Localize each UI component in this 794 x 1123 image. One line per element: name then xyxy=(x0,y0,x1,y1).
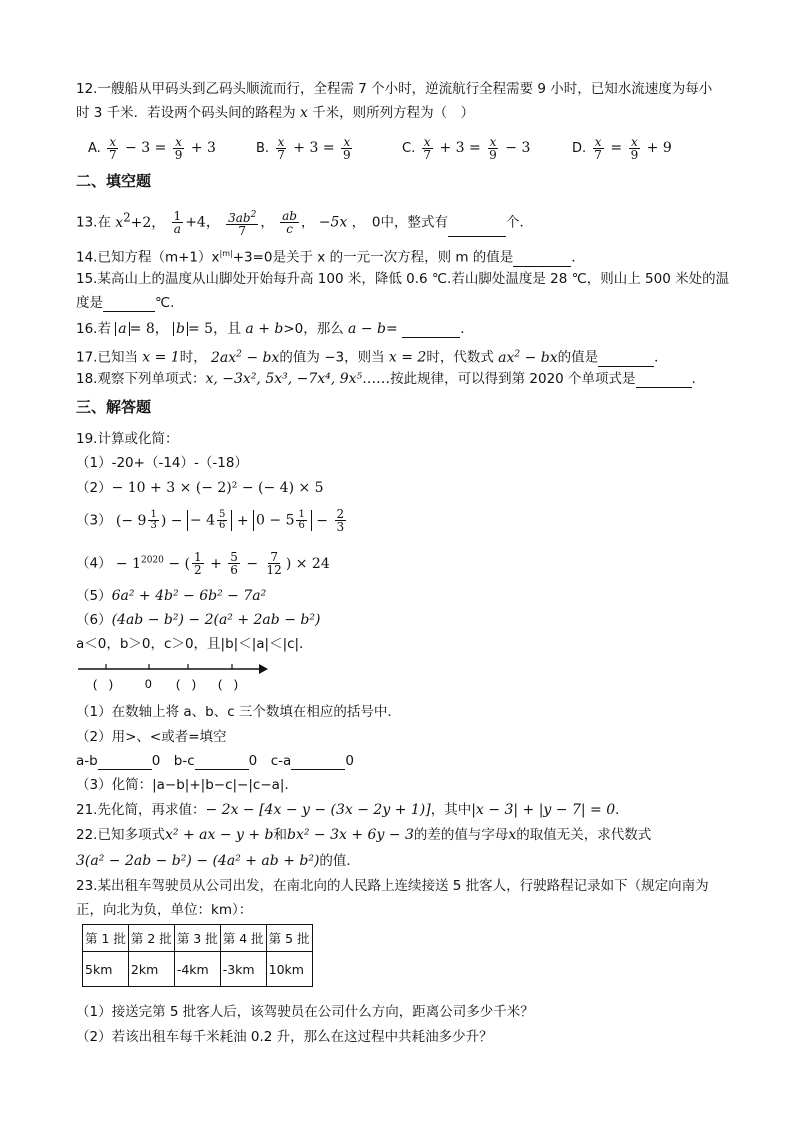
q16-end: ． xyxy=(460,321,474,337)
fraction xyxy=(173,136,185,161)
q14-line xyxy=(76,245,585,267)
expr-rest: − bx xyxy=(241,349,280,366)
frac-num: 1 xyxy=(173,209,182,224)
compare-zero: 0 xyxy=(345,753,354,769)
table-header-row xyxy=(83,925,313,952)
q20-sub2: （2）用>、<或者=填空 xyxy=(76,729,227,745)
table-cell: -3km xyxy=(220,952,266,987)
q22-tail: 的差的值与字母 xyxy=(413,827,509,843)
frac-den: 9 xyxy=(174,148,183,162)
section-heading-fill-blank: 二、填空题 xyxy=(76,172,152,190)
q12-option-b xyxy=(256,136,355,161)
q19-expr-4: − $1^{2020}$ − ( $\frac{1}{2}$ + $\frac{5}{6}$ − $\frac{7}{12}$ ) × 24 xyxy=(115,550,330,578)
option-mid: − 3 = xyxy=(120,140,171,156)
frac-num: x xyxy=(631,135,638,149)
q19-item-4 xyxy=(76,551,330,576)
frac-num: x xyxy=(489,135,497,149)
table-cell: 5km xyxy=(83,952,129,987)
table-cell: 2km xyxy=(128,952,174,987)
abs-b: b xyxy=(173,322,188,336)
q16-pre: 16.若 xyxy=(76,321,111,337)
q15-line2 xyxy=(76,294,174,312)
frac-num xyxy=(226,209,258,225)
q22-line2 xyxy=(76,852,360,870)
q19-expr-5: 6a² + 4b² − 6b² − 7a² xyxy=(111,588,267,604)
blank-paren-c[interactable]: ( ) xyxy=(218,677,238,691)
q19-item-2 xyxy=(76,479,324,497)
q21-end: ． xyxy=(615,802,629,818)
q19-expr-6: (4ab − b²) − 2(a² + 2ab − b²) xyxy=(111,612,321,628)
blank-paren-b[interactable]: ( ) xyxy=(176,677,196,691)
answer-blank[interactable] xyxy=(513,266,571,267)
q23-line2: 正，向北为负，单位：km）： xyxy=(76,902,253,918)
q18-sequence: x, −3x², 5x³, −7x⁴, 9x⁵…… xyxy=(205,371,391,387)
q14-text-b: +3=0是关于 x 的一元一次方程，则 m 的值是 xyxy=(232,249,514,266)
q14-end: ． xyxy=(571,249,585,266)
q22-poly1: x² + ax − y + b xyxy=(164,827,274,843)
section-heading-solve: 三、解答题 xyxy=(76,398,152,416)
expr-base: ax xyxy=(498,349,515,366)
frac-den: c xyxy=(286,222,293,237)
q13-prefix: 13.在 xyxy=(76,214,111,231)
q14-exponent: |m| xyxy=(219,249,233,258)
arrow-right-icon xyxy=(259,664,268,674)
item-label: （3） xyxy=(76,512,112,529)
q20-sub3: （3）化简：|a−b|+|b−c|−|c−a|． xyxy=(76,777,298,793)
option-mid: + 3 = xyxy=(435,140,486,156)
frac-den: 7 xyxy=(277,148,285,162)
frac-den: a xyxy=(173,222,181,237)
q17-expr2 xyxy=(498,350,557,366)
frac-num: x xyxy=(277,135,285,149)
answer-blank[interactable] xyxy=(291,769,345,770)
zero-label: 0 xyxy=(145,677,152,691)
q16-eq1: = 8， xyxy=(129,321,169,337)
q22-end: 的值． xyxy=(319,853,360,869)
answer-blank[interactable] xyxy=(103,311,155,312)
q20-condition: a＜0，b＞0，c＞0，且|b|＜|a|＜|c|． xyxy=(76,636,313,652)
q18-pre: 18.观察下列单项式： xyxy=(76,371,206,387)
frac-den: 7 xyxy=(594,148,602,162)
expr-exp: 2020 xyxy=(140,555,164,565)
q23-sub1: （1）接送完第 5 批客人后，该驾驶员在公司什么方向，距离公司多少千米？ xyxy=(76,1004,534,1020)
abs-a: a xyxy=(115,322,129,336)
q16-ask: a − b xyxy=(348,321,386,337)
option-tail: − 3 xyxy=(500,140,531,156)
q15-text-b: ℃. xyxy=(155,295,175,311)
exp: 2 xyxy=(123,210,131,224)
fraction xyxy=(275,136,287,161)
q13-term5: −5x xyxy=(318,214,348,231)
q13-suffix-b: 个． xyxy=(505,214,533,231)
trip-table xyxy=(82,924,313,987)
option-mid: = xyxy=(605,140,627,156)
q13-term3 xyxy=(226,209,258,237)
q19-item-1: （1）-20+（-14）-（-18） xyxy=(76,455,248,471)
answer-blank[interactable] xyxy=(636,387,692,388)
q21-pre: 21.先化简，再求值： xyxy=(76,802,206,818)
num-exp: 2 xyxy=(250,209,257,220)
q16-cond2: >0，那么 xyxy=(283,321,344,337)
answer-blank[interactable] xyxy=(195,769,249,770)
q18-line xyxy=(76,370,705,388)
q22-tail2: 的取值无关，求代数式 xyxy=(516,827,652,843)
q21-mid: ，其中 xyxy=(430,802,472,818)
table-header-cell: 第 3 批 xyxy=(174,925,220,952)
q16-line xyxy=(76,320,474,338)
q15-line1: 15.某高山上的温度从山脚处开始每升高 100 米，降低 0.6 ℃.若山脚处温度是 28 ℃，则山上 500 米处的温 xyxy=(76,271,730,287)
frac-num: x xyxy=(175,135,182,149)
blank-paren-a[interactable]: ( ) xyxy=(93,677,113,691)
q19-item-6 xyxy=(76,611,320,629)
q16-ask2: = xyxy=(386,321,403,337)
q19-title: 19.计算或化简： xyxy=(76,431,179,447)
q12-line1: 12.一艘船从甲码头到乙码头顺流而行，全程需 7 个小时，逆流航行全程需要 9 小时，已知水流速度为每小 xyxy=(76,81,713,97)
q22-pre: 22.已知多项式 xyxy=(76,827,165,843)
frac-num: ab xyxy=(282,209,297,224)
q12-option-c xyxy=(402,136,530,161)
frac-den: 7 xyxy=(238,223,247,238)
compare-a-b: a-b xyxy=(76,753,98,769)
frac-num: x xyxy=(109,135,117,149)
q17-line xyxy=(76,345,668,367)
q21-cond: |x − 3| + |y − 7| = 0 xyxy=(471,802,616,818)
q12-line2-text-b: 千米，则所列方程为（ ） xyxy=(312,105,475,121)
option-mid: + 3 = xyxy=(288,140,340,156)
item-label: （2） xyxy=(76,480,112,496)
frac-den: 7 xyxy=(423,148,431,162)
frac-den: 7 xyxy=(108,148,117,162)
var: x xyxy=(115,214,124,231)
q17-mid2: 的值为 −3，则当 xyxy=(279,349,385,366)
fraction xyxy=(629,136,641,161)
option-label: C. xyxy=(402,141,416,156)
option-tail: + 9 xyxy=(642,140,672,156)
q22-line1 xyxy=(76,826,651,844)
option-label: D. xyxy=(572,141,587,156)
q20-compare-line xyxy=(76,752,354,770)
item-label: （5） xyxy=(76,588,112,604)
q21-line xyxy=(76,801,629,819)
item-label: （6） xyxy=(76,612,112,628)
number-line xyxy=(76,658,276,694)
q12-var: x xyxy=(299,105,308,121)
q17-expr1 xyxy=(211,350,279,366)
q21-expr: − 2x − [4x − y − (3x − 2y + 1)] xyxy=(205,802,431,818)
q13-term2 xyxy=(172,210,184,235)
table-header-cell: 第 4 批 xyxy=(220,925,266,952)
q22-var: x xyxy=(508,827,517,843)
q14-text-a: 14.已知方程（m+1）x xyxy=(76,249,220,266)
q17-pre: 17.已知当 xyxy=(76,349,138,366)
fraction xyxy=(487,136,499,161)
table-cell: -4km xyxy=(174,952,220,987)
frac-num: x xyxy=(423,135,431,149)
frac-num: x xyxy=(343,135,351,149)
frac-den: 9 xyxy=(630,148,639,162)
frac-den: 9 xyxy=(489,148,497,162)
q12-line2-text-a: 时 3 千米．若设两个码头间的路程为 xyxy=(76,105,296,121)
frac-den: 9 xyxy=(343,148,351,162)
item-label: （4） xyxy=(76,555,112,572)
q17-cond2: x = 2 xyxy=(388,349,427,366)
q13-term2-tail: +4， xyxy=(185,214,220,231)
answer-blank[interactable] xyxy=(402,337,460,338)
answer-blank[interactable] xyxy=(598,366,654,367)
q17-end: ． xyxy=(654,349,668,366)
expr-base: 2ax xyxy=(211,349,237,366)
fraction xyxy=(421,136,433,161)
expr-rest: − bx xyxy=(520,349,558,366)
rest: +2， xyxy=(130,214,166,231)
table-cell: 10km xyxy=(266,952,312,987)
option-label: A. xyxy=(88,141,101,156)
answer-blank[interactable] xyxy=(98,769,152,770)
q15-text-a: 度是 xyxy=(76,295,103,311)
num-base: 3ab xyxy=(228,210,251,225)
expr-part: − 1 xyxy=(115,555,141,572)
q19-expr-3: (− 9 $\frac{1}{3}$ ) − − 4 $\frac{5}{6}$ + 0 − 5 $\frac{1}{6}$ − $\frac{2}{3}$ xyxy=(115,507,345,534)
q12-line2 xyxy=(76,104,474,122)
q18-end: ． xyxy=(691,371,706,387)
table-row xyxy=(83,952,313,987)
q18-mid: 按此规律，可以得到第 2020 个单项式是 xyxy=(390,371,636,387)
q13-line: 13.在 $x^2+2$， $\frac{1}{a}$ +4， $\frac{3ab^2}{7}$ ， $\frac{ab}{c}$ ， −5x ， 0中，整式有 个． xyxy=(76,209,533,238)
expr-exp: 2 xyxy=(236,349,242,359)
q20-sub1: （1）在数轴上将 a、b、c 三个数填在相应的括号中． xyxy=(76,704,401,720)
q19-item-5 xyxy=(76,587,266,605)
q19-expr-2: − 10 + 3 × (− 2)² − (− 4) × 5 xyxy=(111,480,324,496)
table-header-cell: 第 1 批 xyxy=(83,925,129,952)
expr-part: − ( xyxy=(163,555,190,572)
q13-term1 xyxy=(115,210,166,231)
compare-b-c: 0 b-c xyxy=(151,753,195,769)
fraction xyxy=(592,136,604,161)
q13-suffix-a: ， 0中，整式有 xyxy=(351,214,448,231)
option-label: B. xyxy=(256,141,270,156)
q23-sub2: （2）若该出租车每千米耗油 0.2 升，那么在这过程中共耗油多少升？ xyxy=(76,1029,493,1045)
expr-part: ) × 24 xyxy=(285,555,330,572)
q22-expr: 3(a² − 2ab − b²) − (4a² + ab + b²) xyxy=(76,853,320,869)
q16-cond: a + b xyxy=(245,321,284,337)
q16-eq2: = 5，且 xyxy=(188,321,242,337)
frac-num: x xyxy=(594,135,602,149)
compare-c-a: 0 c-a xyxy=(248,753,292,769)
q22-and: 和 xyxy=(273,827,287,843)
q17-mid4: 的值是 xyxy=(557,349,599,366)
fraction xyxy=(341,136,353,161)
q12-option-d xyxy=(572,136,672,161)
table-header-cell: 第 5 批 xyxy=(266,925,312,952)
q22-poly2: bx² − 3x + 6y − 3 xyxy=(287,827,414,843)
q17-mid1: 时， xyxy=(179,349,207,366)
q13-term4 xyxy=(280,210,299,235)
option-tail: + 3 xyxy=(186,140,216,156)
q17-cond1: x = 1 xyxy=(142,349,180,366)
q17-mid3: 时，代数式 xyxy=(426,349,494,366)
q19-item-3 xyxy=(76,508,348,533)
expr-exp: 2 xyxy=(514,349,521,359)
fraction xyxy=(107,136,119,161)
q23-line1: 23.某出租车驾驶员从公司出发，在南北向的人民路上连续接送 5 批客人，行驶路程记录如下（规定向南为 xyxy=(76,878,709,894)
table-header-cell: 第 2 批 xyxy=(128,925,174,952)
answer-blank[interactable] xyxy=(448,236,506,237)
q12-option-a xyxy=(88,136,216,161)
